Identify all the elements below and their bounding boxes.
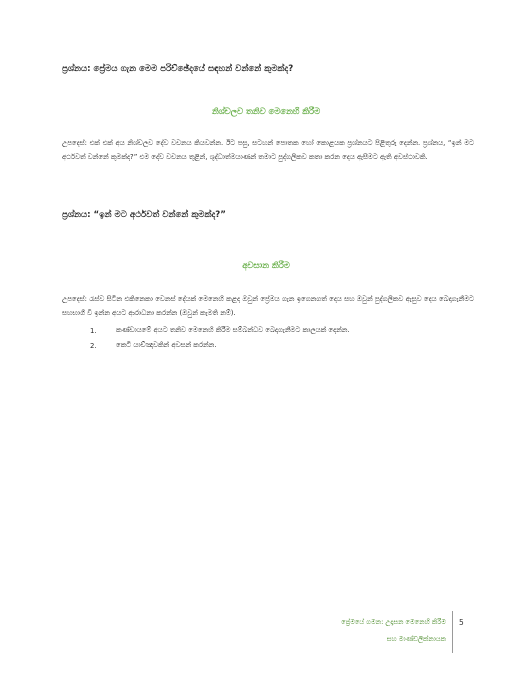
list-item-number: 1. [90,326,97,335]
list-item-text: කණ්ඩායමේ අයට තනිව මෙනෙහි කිරීම සම්බන්ධව බෙදාගැනීමට කාලයක් දෙන්න. [116,326,350,334]
list-item-text: කෙටි යාච්ඤාවකින් අවසන් කරන්න. [116,341,217,349]
question-2: ප්‍රශ්නය: “ඉන් මට අර්ථවත් වන්නේ කුමක්ද?” [62,210,226,220]
footer-divider [452,611,453,653]
page-number: 5 [459,618,464,627]
list-item [90,323,350,338]
question-1: ප්‍රශ්නය: ප්‍රේමය ගැන මෙම පරිච්ඡේදයේ සඳහන් වන්නේ කුමක්ද? [62,64,294,74]
section-heading-closing: අවසාන කිරීම [242,260,290,270]
list-item-number: 2. [90,341,97,350]
instructions-paragraph-2: උපදෙස්: රැස්ව සිටින එකිනෙකා වෙනස් දේයක් මෙනෙහි කළද ඔවුන් ප්‍රේමය ගැන ඉගෙනගත් දෙය සහ ඔවුන් පුද්ගලිකව ඇසුව දෙය බෙදාගැනීමට සහභාගී වී ඉන්න අයට ආරාධනා කරන්න (ඔවුන් කැමති නම්). [62,295,474,317]
footer-title-line-1: ප්‍රේමයේ ගමන: උදෑසන මෙනෙහි කිරීම [341,618,446,626]
list-item [90,338,350,353]
instructions-paragraph-1: උපදෙස්: එක් එක් අය නිශ්චලව දේව වචනය කියවන්න. ඊට පසු, සටහන් පොතක හෝ කොළයක ප්‍රශ්නයට පිළිතුරු දෙන්න. ප්‍රශ්නය, “ඉන් මට අර්ථවත් වන්නේ කුමක්ද?” එම දේව වචනය තුළින්, ශුද්ධාත්මයාණන් තමාට පුද්ගලිකව කතා කරන දෙය ඇසීමට ඇති අවස්ථාවකි. [62,139,474,161]
section-heading-solitary-meditation: නිශ්චලව තනිව මෙනෙහි කිරීම [211,106,321,116]
footer-title-line-2: සහ මාණ්ඩලික්නායක [386,635,446,643]
page-footer [341,614,446,648]
closing-steps-list [90,323,350,353]
